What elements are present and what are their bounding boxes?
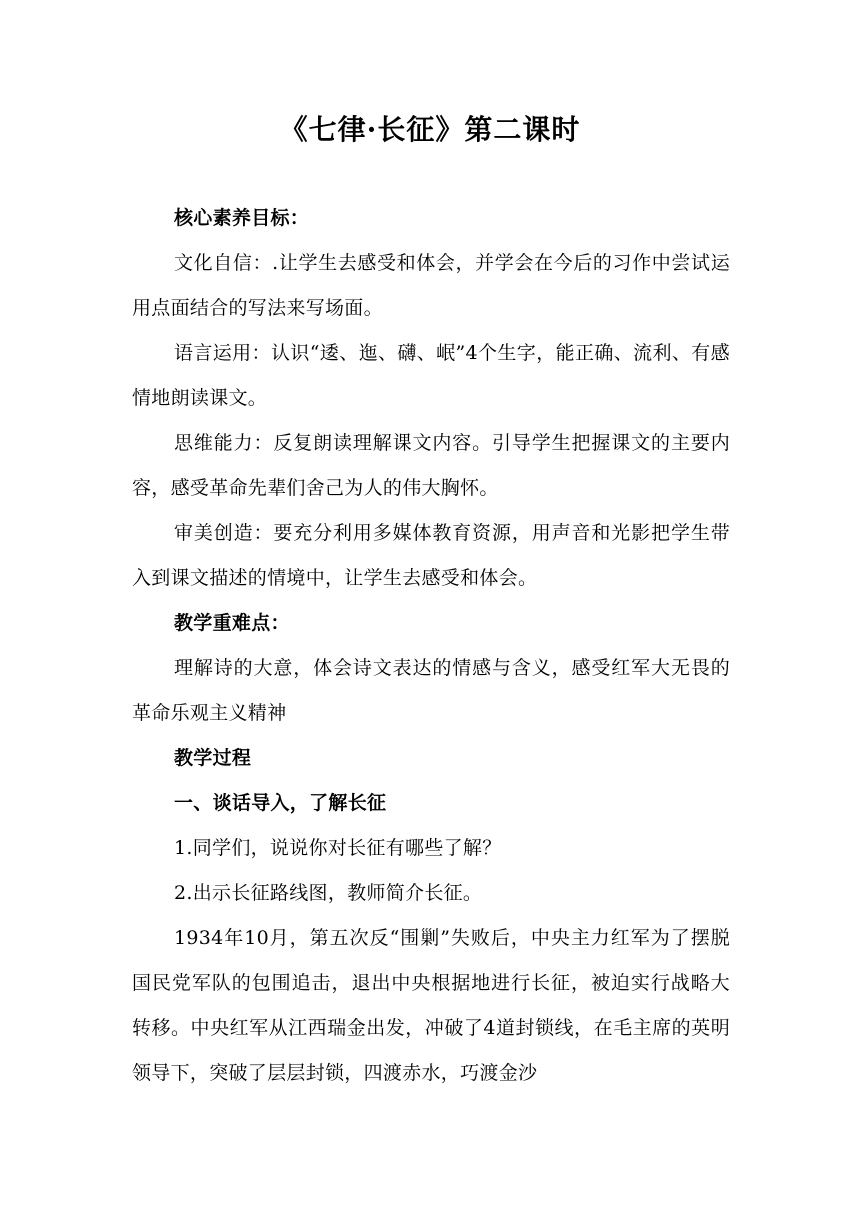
step1-heading: 一、谈话导入，了解长征 (174, 792, 387, 814)
step1-question-2: 2.出示长征路线图，教师简介长征。 (174, 882, 483, 904)
step1-intro-paragraph: 1934年10月，第五次反“围剿”失败后，中央主力红军为了摆脱国民党军队的包围追击，退出中央根据地进行长征，被迫实行战略大转移。中央红军从江西瑞金出发，冲破了4道封锁线，在毛主席的英明领导下，突破了层层封锁，四渡赤水，巧渡金沙 (132, 927, 730, 1084)
step1-question-1: 1.同学们，说说你对长征有哪些了解？ (174, 837, 502, 859)
goals-heading: 核心素养目标： (174, 207, 310, 229)
goal-thinking-paragraph: 思维能力：反复朗读理解课文内容。引导学生把握课文的主要内容，感受革命先辈们舍己为人的伟大胸怀。 (132, 432, 730, 499)
page-title: 《七律·长征》第二课时 (279, 113, 581, 146)
goal-language-paragraph: 语言运用：认识“逶、迤、礴、岷”4个生字，能正确、流利、有感情地朗读课文。 (132, 342, 730, 409)
document-body (132, 196, 730, 1096)
goal-culture-paragraph: 文化自信：.让学生去感受和体会，并学会在今后的习作中尝试运用点面结合的写法来写场面。 (132, 252, 730, 319)
keypoints-paragraph: 理解诗的大意，体会诗文表达的情感与含义，感受红军大无畏的革命乐观主义精神 (132, 657, 730, 724)
keypoints-heading: 教学重难点： (174, 612, 290, 634)
process-heading: 教学过程 (174, 747, 252, 769)
goal-aesthetic-paragraph: 审美创造：要充分利用多媒体教育资源，用声音和光影把学生带入到课文描述的情境中，让学生去感受和体会。 (132, 522, 730, 589)
